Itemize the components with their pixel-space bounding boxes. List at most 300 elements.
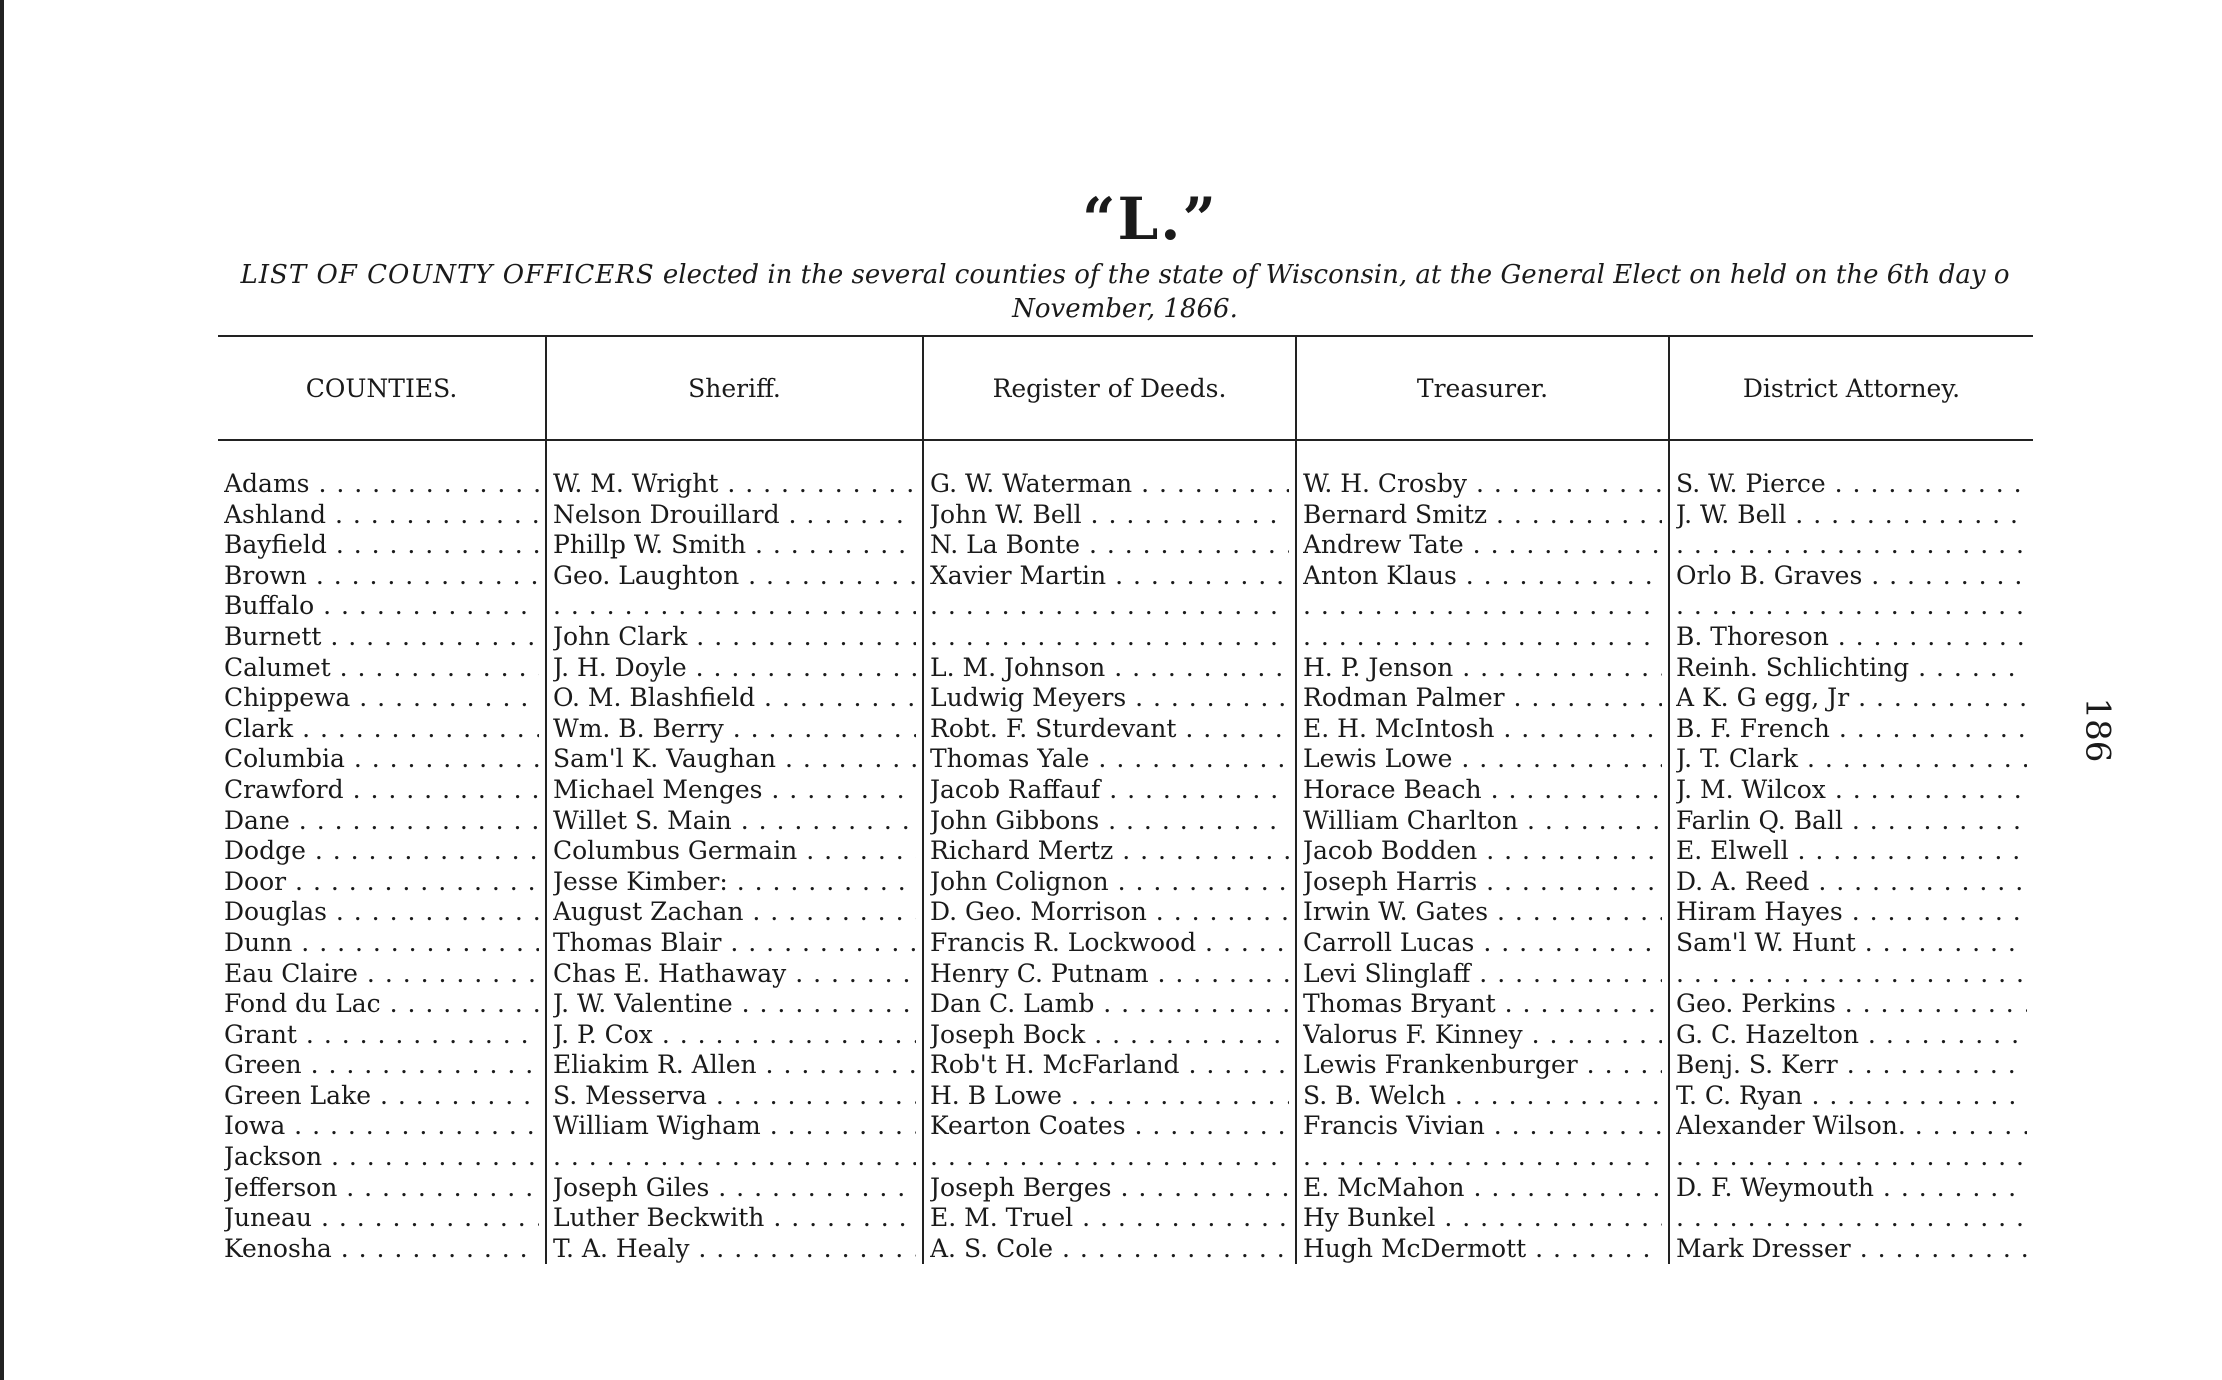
cell-text: Alexander Wilson. . . . [1676,1111,2027,1141]
cell-text [1303,1142,1662,1172]
officer-cell [546,1173,923,1204]
cell-text: Grant . . . [224,1020,539,1050]
officer-cell [1669,500,2033,531]
cell-text: Dan C. Lamb . . . [930,989,1289,1019]
officer-cell [1669,440,2033,500]
cell-text: Dunn . . . [224,928,539,958]
table-row [218,836,2033,867]
cell-text: B. Thoreson . . . [1676,622,2027,652]
officer-cell [1669,1203,2033,1234]
cell-text: Rodman Palmer . . . [1303,683,1662,713]
table-row [218,806,2033,837]
officer-cell [1296,1203,1669,1234]
officer-cell [546,1234,923,1265]
cell-text: Sam'l K. Vaughan . . . [553,744,916,774]
cell-text: Jackson . . . [224,1142,539,1172]
officer-cell [1296,622,1669,653]
cell-text: Jacob Bodden . . . [1303,836,1662,866]
cell-text: Joseph Giles . . . [553,1173,916,1203]
cell-text: L. M. Johnson . . . [930,653,1289,683]
cell-text: Jacob Raffauf . . . [930,775,1289,805]
cell-text: O. M. Blashfield . . . [553,683,916,713]
officer-cell [546,928,923,959]
cell-text: Green Lake . . . [224,1081,539,1111]
cell-text: J. W. Valentine . . . [553,989,916,1019]
officer-cell [546,775,923,806]
cell-text: Douglas . . . [224,897,539,927]
cell-text: Valorus F. Kinney . . . [1303,1020,1662,1050]
officer-cell [1296,989,1669,1020]
officer-cell [1296,867,1669,898]
officer-cell [546,1020,923,1051]
cell-text: E. McMahon . . . [1303,1173,1662,1203]
cell-text: Adams . . . [224,469,539,499]
cell-text: N. La Bonte . . . [930,530,1289,560]
officer-cell [1669,1173,2033,1204]
cell-text: Ludwig Meyers . . . [930,683,1289,713]
cell-text: Andrew Tate . . . [1303,530,1662,560]
officer-cell [1669,591,2033,622]
cell-text: A. S. Cole . . . [930,1234,1289,1264]
cell-text: Columbia . . . [224,744,539,774]
table-row [218,1081,2033,1112]
cell-text: John Gibbons . . . [930,806,1289,836]
officer-cell [546,1111,923,1142]
officer-cell [1296,440,1669,500]
cell-text: Bayfield . . . [224,530,539,560]
officer-cell [1296,561,1669,592]
officer-cell [1296,1234,1669,1265]
county-cell [218,806,546,837]
county-cell [218,714,546,745]
county-cell [218,775,546,806]
cell-text: August Zachan . . . [553,897,916,927]
cell-text: Michael Menges . . . [553,775,916,805]
county-cell [218,622,546,653]
table-row [218,1111,2033,1142]
officer-cell [1669,806,2033,837]
county-cell [218,867,546,898]
cell-text: Jesse Kimber: . . . [553,867,916,897]
cell-text: Irwin W. Gates . . . [1303,897,1662,927]
column-header: Sheriff. [546,336,923,440]
table-row [218,500,2033,531]
officer-cell [546,500,923,531]
table-row [218,897,2033,928]
officer-cell [1669,561,2033,592]
column-header: COUNTIES. [218,336,546,440]
cell-text: Hy Bunkel . . . [1303,1203,1662,1233]
cell-text: B. F. French . . . [1676,714,2027,744]
table-row [218,440,2033,500]
officer-cell [1296,530,1669,561]
officer-cell [1669,683,2033,714]
cell-text [930,591,1289,621]
county-cell [218,653,546,684]
officer-cell [923,622,1296,653]
cell-text [1303,591,1662,621]
cell-text: D. F. Weymouth . . . [1676,1173,2027,1203]
table-row [218,775,2033,806]
cell-text: Hugh McDermott . . . [1303,1234,1662,1264]
cell-text: Fond du Lac . . . [224,989,539,1019]
cell-text: A K. G egg, Jr . . . [1676,683,2027,713]
county-cell [218,591,546,622]
officer-cell [1296,1050,1669,1081]
officer-cell [923,1081,1296,1112]
cell-text: Eau Claire . . . [224,959,539,989]
table-row [218,561,2033,592]
page-edge [0,0,4,1380]
officer-cell [923,1050,1296,1081]
officer-cell [1669,928,2033,959]
officer-cell [1669,867,2033,898]
cell-text: Thomas Bryant . . . [1303,989,1662,1019]
officer-cell [1296,897,1669,928]
officer-cell [923,989,1296,1020]
officer-cell [1669,653,2033,684]
cell-text: H. P. Jenson . . . [1303,653,1662,683]
officer-cell [923,806,1296,837]
officer-cell [546,561,923,592]
officer-cell [923,440,1296,500]
cell-text [553,591,916,621]
cell-text: Reinh. Schlichting . . . [1676,653,2027,683]
officer-cell [923,897,1296,928]
officer-cell [1669,836,2033,867]
officer-cell [1669,959,2033,990]
cell-text: Carroll Lucas . . . [1303,928,1662,958]
officer-cell [1296,1020,1669,1051]
table-row [218,1020,2033,1051]
officer-cell [1669,714,2033,745]
cell-text: Dane . . . [224,806,539,836]
cell-text: Bernard Smitz . . . [1303,500,1662,530]
county-cell [218,1020,546,1051]
cell-text: Henry C. Putnam . . . [930,959,1289,989]
officer-cell [923,1203,1296,1234]
officer-cell [546,622,923,653]
cell-text: T. A. Healy . . . [553,1234,916,1264]
cell-text: W. M. Wright . . . [553,469,916,499]
county-cell [218,500,546,531]
officer-cell [1669,1081,2033,1112]
officer-cell [546,959,923,990]
county-cell [218,1173,546,1204]
cell-text: Orlo B. Graves . . . [1676,561,2027,591]
officer-cell [546,1050,923,1081]
cell-text: John Colignon . . . [930,867,1289,897]
cell-text: Horace Beach . . . [1303,775,1662,805]
cell-text [1676,1203,2027,1233]
cell-text: Benj. S. Kerr . . . [1676,1050,2027,1080]
cell-text: Anton Klaus . . . [1303,561,1662,591]
cell-text: Eliakim R. Allen . . . [553,1050,916,1080]
cell-text: J. P. Cox . . . [553,1020,916,1050]
cell-text: G. W. Waterman . . . [930,469,1289,499]
cell-text: Joseph Berges . . . [930,1173,1289,1203]
officer-cell [546,1081,923,1112]
officer-cell [546,867,923,898]
cell-text [553,1142,916,1172]
officer-cell [546,1142,923,1173]
county-cell [218,744,546,775]
officer-cell [1296,775,1669,806]
officer-cell [546,714,923,745]
table-row [218,683,2033,714]
cell-text: William Wigham . . . [553,1111,916,1141]
officer-cell [546,806,923,837]
officer-cell [923,959,1296,990]
table-row [218,653,2033,684]
county-cell [218,530,546,561]
county-cell [218,1234,546,1265]
table-row [218,530,2033,561]
officer-cell [1296,1081,1669,1112]
page-subtitle [200,258,2050,326]
table-row [218,928,2033,959]
officer-cell [546,836,923,867]
column-header: Register of Deeds. [923,336,1296,440]
officer-cell [546,440,923,500]
cell-text: E. H. McIntosh . . . [1303,714,1662,744]
officer-cell [1296,683,1669,714]
table-row [218,959,2033,990]
cell-text: S. W. Pierce . . . [1676,469,2027,499]
cell-text: Rob't H. McFarland . . . [930,1050,1289,1080]
officer-cell [923,744,1296,775]
officer-cell [1296,653,1669,684]
county-cell [218,1111,546,1142]
cell-text: Brown . . . [224,561,539,591]
cell-text: Lewis Frankenburger . . . [1303,1050,1662,1080]
county-cell [218,989,546,1020]
cell-text: S. B. Welch . . . [1303,1081,1662,1111]
cell-text: Jefferson . . . [224,1173,539,1203]
table-body [218,440,2033,1264]
county-cell [218,1142,546,1173]
officer-cell [1669,775,2033,806]
cell-text: Mark Dresser . . . [1676,1234,2027,1264]
county-cell [218,561,546,592]
table-row [218,744,2033,775]
officer-cell [1296,1142,1669,1173]
cell-text: H. B Lowe . . . [930,1081,1289,1111]
cell-text: Xavier Martin . . . [930,561,1289,591]
subtitle-line2: November, 1866. [1012,294,1238,324]
cell-text: J. H. Doyle . . . [553,653,916,683]
county-cell [218,1203,546,1234]
officer-cell [923,836,1296,867]
cell-text: T. C. Ryan . . . [1676,1081,2027,1111]
cell-text: J. W. Bell . . . [1676,500,2027,530]
cell-text: Iowa . . . [224,1111,539,1141]
cell-text: Chippewa . . . [224,683,539,713]
officer-cell [1296,714,1669,745]
cell-text: Dodge . . . [224,836,539,866]
page-number: 186 [2077,697,2118,763]
cell-text: John Clark . . . [553,622,916,652]
officer-cell [1669,622,2033,653]
cell-text [930,1142,1289,1172]
county-officers-table [218,335,2033,1264]
cell-text: Calumet . . . [224,653,539,683]
cell-text: Francis Vivian . . . [1303,1111,1662,1141]
table-row [218,1142,2033,1173]
county-cell [218,440,546,500]
officer-cell [1296,959,1669,990]
cell-text: Juneau . . . [224,1203,539,1233]
table-row [218,1173,2033,1204]
cell-text: Thomas Yale . . . [930,744,1289,774]
cell-text: Joseph Bock . . . [930,1020,1289,1050]
officer-cell [923,1111,1296,1142]
officer-cell [923,653,1296,684]
officer-cell [923,1142,1296,1173]
officer-cell [923,683,1296,714]
officer-cell [1296,744,1669,775]
officer-cell [546,897,923,928]
officer-cell [1669,1020,2033,1051]
table-row [218,714,2033,745]
cell-text [1676,1142,2027,1172]
officer-cell [1669,1234,2033,1265]
cell-text: D. Geo. Morrison . . . [930,897,1289,927]
officer-cell [1669,989,2033,1020]
officer-cell [1669,530,2033,561]
officer-cell [1296,836,1669,867]
cell-text [1676,530,2027,560]
cell-text: J. M. Wilcox . . . [1676,775,2027,805]
cell-text: Wm. B. Berry . . . [553,714,916,744]
cell-text: Columbus Germain . . . [553,836,916,866]
county-cell [218,928,546,959]
table-row [218,1203,2033,1234]
cell-text: D. A. Reed . . . [1676,867,2027,897]
cell-text: Francis R. Lockwood . . . [930,928,1289,958]
cell-text: Farlin Q. Ball . . . [1676,806,2027,836]
table-header-row [218,336,2033,440]
table-row [218,867,2033,898]
officer-cell [1296,1111,1669,1142]
cell-text: William Charlton . . . [1303,806,1662,836]
cell-text: Green . . . [224,1050,539,1080]
officer-cell [546,530,923,561]
cell-text: Hiram Hayes . . . [1676,897,2027,927]
table-row [218,1234,2033,1265]
cell-text: Thomas Blair . . . [553,928,916,958]
county-cell [218,959,546,990]
cell-text: S. Messerva . . . [553,1081,916,1111]
cell-text: G. C. Hazelton . . . [1676,1020,2027,1050]
officer-cell [1296,806,1669,837]
cell-text: Luther Beckwith . . . [553,1203,916,1233]
cell-text: Phillp W. Smith . . . [553,530,916,560]
table-row [218,1050,2033,1081]
cell-text: Joseph Harris . . . [1303,867,1662,897]
table-row [218,989,2033,1020]
officer-cell [1669,744,2033,775]
county-cell [218,1050,546,1081]
cell-text: Nelson Drouillard . . . [553,500,916,530]
table-row [218,622,2033,653]
officer-cell [546,744,923,775]
officer-cell [1296,500,1669,531]
cell-text: Levi Slinglaff . . . [1303,959,1662,989]
cell-text: Buffalo . . . [224,591,539,621]
page-title: “L.” [1082,185,1218,253]
subtitle-caps: LIST OF COUNTY OFFICERS [240,260,655,290]
cell-text: Ashland . . . [224,500,539,530]
table-row [218,591,2033,622]
column-header: Treasurer. [1296,336,1669,440]
cell-text: Kearton Coates . . . [930,1111,1289,1141]
cell-text [1676,591,2027,621]
officer-cell [923,500,1296,531]
cell-text: John W. Bell . . . [930,500,1289,530]
cell-text: Door . . . [224,867,539,897]
officer-cell [923,591,1296,622]
officer-cell [546,989,923,1020]
officer-cell [923,561,1296,592]
cell-text: W. H. Crosby . . . [1303,469,1662,499]
officer-cell [546,591,923,622]
cell-text: Clark . . . [224,714,539,744]
officer-cell [923,1173,1296,1204]
county-cell [218,683,546,714]
cell-text: Crawford . . . [224,775,539,805]
cell-text: Lewis Lowe . . . [1303,744,1662,774]
cell-text: Geo. Laughton . . . [553,561,916,591]
officer-cell [546,653,923,684]
cell-text: Burnett . . . [224,622,539,652]
subtitle-line1: elected in the several counties of the state of Wisconsin, at the General Elect on held on the 6th day o [662,260,2010,290]
officer-cell [1296,591,1669,622]
cell-text: Kenosha . . . [224,1234,539,1264]
cell-text: J. T. Clark . . . [1676,744,2027,774]
officer-cell [1296,928,1669,959]
cell-text: Robt. F. Sturdevant . . . [930,714,1289,744]
officer-cell [923,1020,1296,1051]
cell-text: Richard Mertz . . . [930,836,1289,866]
officer-cell [1669,1142,2033,1173]
officer-cell [546,683,923,714]
cell-text [1303,622,1662,652]
officer-cell [1296,1173,1669,1204]
officer-cell [1669,897,2033,928]
cell-text: Geo. Perkins . . . [1676,989,2027,1019]
cell-text: Chas E. Hathaway . . . [553,959,916,989]
county-cell [218,897,546,928]
officer-cell [923,928,1296,959]
cell-text [1676,959,2027,989]
officer-cell [923,1234,1296,1265]
officer-cell [923,714,1296,745]
cell-text: E. M. Truel . . . [930,1203,1289,1233]
officer-cell [1669,1050,2033,1081]
cell-text: Sam'l W. Hunt . . . [1676,928,2027,958]
officer-cell [1669,1111,2033,1142]
county-cell [218,1081,546,1112]
cell-text: Willet S. Main . . . [553,806,916,836]
officer-cell [546,1203,923,1234]
cell-text [930,622,1289,652]
cell-text: E. Elwell . . . [1676,836,2027,866]
column-header: District Attorney. [1669,336,2033,440]
officer-cell [923,775,1296,806]
officer-cell [923,867,1296,898]
officer-cell [923,530,1296,561]
